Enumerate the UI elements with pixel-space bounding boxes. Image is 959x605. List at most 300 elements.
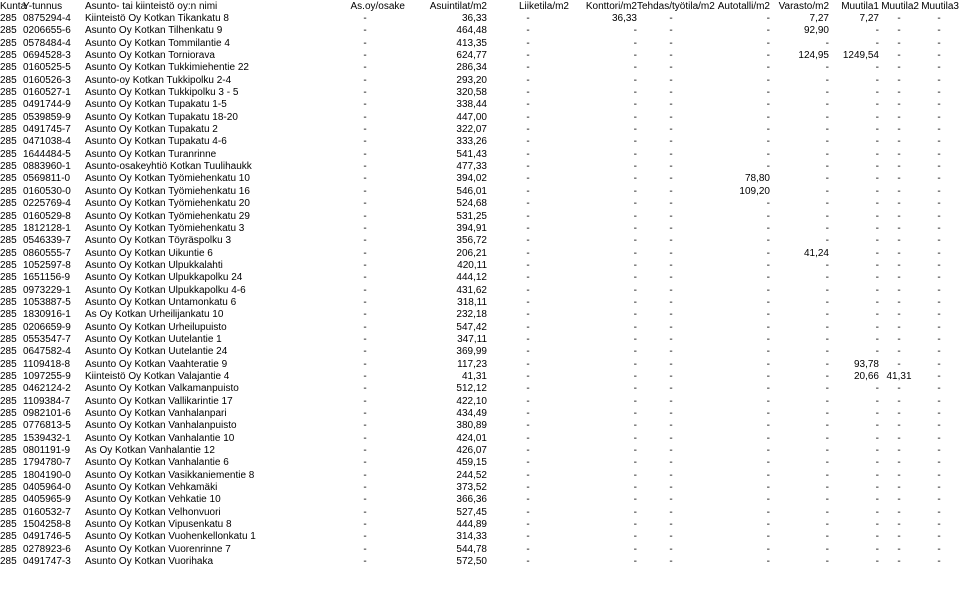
cell-konttori: -: [633, 296, 637, 308]
cell-as-oy-osake: -: [363, 445, 367, 457]
cell-y-tunnus: 0860555-7: [23, 247, 71, 259]
cell-muutila2: -: [897, 445, 901, 457]
cell-muutila3: -: [937, 148, 941, 160]
cell-muutila1: -: [875, 74, 879, 86]
cell-muutila2: -: [897, 185, 901, 197]
cell-tehdas: -: [669, 506, 673, 518]
cell-name: Asunto Oy Kotkan Uikuntie 6: [85, 247, 213, 259]
cell-name: Asunto Oy Kotkan Tukkipolku 3 - 5: [85, 87, 239, 99]
cell-varasto: -: [825, 519, 829, 531]
cell-kunta: 285: [0, 74, 17, 86]
cell-muutila1: -: [875, 247, 879, 259]
cell-as-oy-osake: -: [363, 432, 367, 444]
cell-kunta: 285: [0, 210, 17, 222]
cell-kunta: 285: [0, 87, 17, 99]
cell-muutila2: -: [897, 87, 901, 99]
table-row: [0, 346, 959, 358]
cell-varasto: -: [825, 309, 829, 321]
cell-muutila1: -: [875, 408, 879, 420]
cell-muutila3: -: [937, 259, 941, 271]
cell-konttori: -: [633, 408, 637, 420]
cell-as-oy-osake: -: [363, 333, 367, 345]
cell-tehdas: -: [669, 74, 673, 86]
cell-autotalli: -: [766, 296, 770, 308]
cell-liiketila: -: [526, 74, 530, 86]
cell-y-tunnus: 1109384-7: [23, 395, 71, 407]
cell-varasto: -: [825, 185, 829, 197]
cell-name: Asunto Oy Kotkan Velhonvuori: [85, 506, 221, 518]
cell-kunta: 285: [0, 358, 17, 370]
cell-tehdas: -: [669, 87, 673, 99]
cell-muutila2: -: [897, 506, 901, 518]
cell-y-tunnus: 0471038-4: [23, 136, 71, 148]
cell-y-tunnus: 0462124-2: [23, 383, 71, 395]
cell-asuintilat: 477,33: [456, 161, 487, 173]
cell-tehdas: -: [669, 383, 673, 395]
cell-tehdas: -: [669, 370, 673, 382]
cell-y-tunnus: 0982101-6: [23, 408, 71, 420]
cell-name: Asunto Oy Kotkan Vanhalantie 10: [85, 432, 235, 444]
cell-varasto: -: [825, 198, 829, 210]
cell-muutila1: 20,66: [853, 370, 879, 382]
cell-y-tunnus: 0694528-3: [23, 50, 71, 62]
cell-muutila3: -: [937, 99, 941, 111]
cell-muutila1: -: [875, 62, 879, 74]
cell-autotalli: -: [766, 210, 770, 222]
cell-muutila2: -: [897, 358, 901, 370]
cell-asuintilat: 459,15: [456, 457, 487, 469]
cell-as-oy-osake: -: [363, 111, 367, 123]
table-row: [0, 309, 959, 321]
table-row: [0, 370, 959, 382]
cell-asuintilat: 232,18: [456, 309, 487, 321]
cell-muutila1: -: [875, 445, 879, 457]
cell-konttori: -: [633, 87, 637, 99]
cell-konttori: -: [633, 556, 637, 568]
cell-as-oy-osake: -: [363, 272, 367, 284]
cell-liiketila: -: [526, 259, 530, 271]
cell-tehdas: -: [669, 346, 673, 358]
cell-tehdas: -: [669, 222, 673, 234]
cell-autotalli: -: [766, 420, 770, 432]
cell-muutila2: -: [897, 62, 901, 74]
cell-autotalli: -: [766, 333, 770, 345]
cell-tehdas: -: [669, 62, 673, 74]
cell-asuintilat: 547,42: [456, 321, 487, 333]
cell-muutila3: -: [937, 247, 941, 259]
cell-tehdas: -: [669, 124, 673, 136]
cell-tehdas: -: [669, 99, 673, 111]
cell-as-oy-osake: -: [363, 148, 367, 160]
table-row: [0, 444, 959, 456]
cell-asuintilat: 314,33: [456, 531, 487, 543]
cell-asuintilat: 546,01: [456, 185, 487, 197]
cell-as-oy-osake: -: [363, 321, 367, 333]
cell-liiketila: -: [526, 370, 530, 382]
cell-muutila3: -: [937, 161, 941, 173]
cell-kunta: 285: [0, 370, 17, 382]
cell-tehdas: -: [669, 445, 673, 457]
cell-liiketila: -: [526, 161, 530, 173]
cell-tehdas: -: [669, 161, 673, 173]
cell-kunta: 285: [0, 445, 17, 457]
cell-as-oy-osake: -: [363, 247, 367, 259]
cell-muutila1: -: [875, 87, 879, 99]
cell-varasto: -: [825, 148, 829, 160]
cell-muutila2: -: [897, 235, 901, 247]
cell-muutila2: -: [897, 13, 901, 25]
cell-muutila1: -: [875, 185, 879, 197]
cell-name: Asunto Oy Kotkan Vehkamäki: [85, 482, 218, 494]
cell-name: Asunto Oy Kotkan Vuorihaka: [85, 556, 214, 568]
header-asuintilat: Asuintilat/m2: [429, 0, 487, 12]
cell-muutila2: -: [897, 37, 901, 49]
cell-name: Asunto Oy Kotkan Vaahteratie 9: [85, 358, 228, 370]
cell-varasto: -: [825, 543, 829, 555]
cell-autotalli: -: [766, 272, 770, 284]
table-row: [0, 272, 959, 284]
cell-muutila1: -: [875, 543, 879, 555]
cell-muutila3: -: [937, 432, 941, 444]
cell-kunta: 285: [0, 25, 17, 37]
cell-autotalli: -: [766, 111, 770, 123]
cell-name: Asunto Oy Kotkan Työmiehenkatu 3: [85, 222, 245, 234]
cell-liiketila: -: [526, 494, 530, 506]
table-row: [0, 494, 959, 506]
cell-liiketila: -: [526, 272, 530, 284]
cell-asuintilat: 394,91: [456, 222, 487, 234]
cell-konttori: -: [633, 247, 637, 259]
cell-varasto: -: [825, 457, 829, 469]
table-row: [0, 420, 959, 432]
table-row: [0, 25, 959, 37]
cell-asuintilat: 524,68: [456, 198, 487, 210]
cell-asuintilat: 380,89: [456, 420, 487, 432]
cell-muutila3: -: [937, 333, 941, 345]
cell-muutila3: -: [937, 198, 941, 210]
cell-name: Asunto Oy Kotkan Tupakatu 2: [85, 124, 218, 136]
cell-konttori: -: [633, 272, 637, 284]
cell-muutila2: -: [897, 531, 901, 543]
cell-muutila2: -: [897, 198, 901, 210]
cell-tehdas: -: [669, 519, 673, 531]
cell-name: Asunto Oy Kotkan Turanrinne: [85, 148, 217, 160]
cell-kunta: 285: [0, 272, 17, 284]
cell-konttori: 36,33: [611, 13, 637, 25]
cell-name: Asunto Oy Kotkan Vasikkaniementie 8: [85, 469, 255, 481]
cell-liiketila: -: [526, 87, 530, 99]
header-varasto: Varasto/m2: [778, 0, 829, 12]
cell-muutila2: -: [897, 395, 901, 407]
cell-muutila1: -: [875, 482, 879, 494]
cell-muutila1: -: [875, 37, 879, 49]
cell-muutila3: -: [937, 124, 941, 136]
cell-autotalli: -: [766, 62, 770, 74]
cell-name: Asunto Oy Kotkan Vanhalantie 6: [85, 457, 229, 469]
cell-as-oy-osake: -: [363, 210, 367, 222]
cell-y-tunnus: 1651156-9: [23, 272, 71, 284]
cell-varasto: -: [825, 136, 829, 148]
cell-tehdas: -: [669, 198, 673, 210]
cell-name: As Oy Kotkan Urheilijankatu 10: [85, 309, 224, 321]
table-row: [0, 259, 959, 271]
cell-varasto: -: [825, 358, 829, 370]
cell-asuintilat: 244,52: [456, 469, 487, 481]
cell-muutila1: -: [875, 556, 879, 568]
cell-muutila1: 93,78: [853, 358, 879, 370]
table-row: [0, 198, 959, 210]
cell-muutila3: -: [937, 420, 941, 432]
cell-varasto: -: [825, 37, 829, 49]
cell-y-tunnus: 0539859-9: [23, 111, 71, 123]
cell-autotalli: -: [766, 531, 770, 543]
cell-name: Asunto Oy Kotkan Työmiehenkatu 29: [85, 210, 250, 222]
cell-y-tunnus: 0206659-9: [23, 321, 71, 333]
table-row: [0, 469, 959, 481]
cell-y-tunnus: 0160525-5: [23, 62, 71, 74]
cell-as-oy-osake: -: [363, 420, 367, 432]
cell-muutila1: -: [875, 346, 879, 358]
cell-muutila1: -: [875, 136, 879, 148]
cell-muutila1: -: [875, 161, 879, 173]
cell-muutila2: -: [897, 457, 901, 469]
cell-name: Asunto Oy Kotkan Työmiehenkatu 10: [85, 173, 250, 185]
cell-konttori: -: [633, 494, 637, 506]
cell-asuintilat: 624,77: [456, 50, 487, 62]
cell-muutila2: -: [897, 494, 901, 506]
cell-y-tunnus: 1504258-8: [23, 519, 71, 531]
cell-asuintilat: 320,58: [456, 87, 487, 99]
cell-y-tunnus: 0546339-7: [23, 235, 71, 247]
cell-y-tunnus: 0160527-1: [23, 87, 71, 99]
cell-muutila2: -: [897, 136, 901, 148]
cell-konttori: -: [633, 469, 637, 481]
cell-as-oy-osake: -: [363, 173, 367, 185]
cell-varasto: -: [825, 272, 829, 284]
cell-as-oy-osake: -: [363, 494, 367, 506]
table-row: [0, 321, 959, 333]
cell-asuintilat: 422,10: [456, 395, 487, 407]
cell-muutila2: -: [897, 148, 901, 160]
cell-tehdas: -: [669, 148, 673, 160]
table-row: [0, 49, 959, 61]
cell-varasto: -: [825, 432, 829, 444]
cell-liiketila: -: [526, 543, 530, 555]
cell-muutila2: -: [897, 99, 901, 111]
cell-muutila3: -: [937, 457, 941, 469]
cell-liiketila: -: [526, 185, 530, 197]
cell-y-tunnus: 0973229-1: [23, 284, 71, 296]
table-row: [0, 86, 959, 98]
cell-muutila3: -: [937, 62, 941, 74]
cell-konttori: -: [633, 25, 637, 37]
cell-autotalli: -: [766, 457, 770, 469]
cell-muutila1: -: [875, 272, 879, 284]
cell-autotalli: -: [766, 432, 770, 444]
cell-liiketila: -: [526, 408, 530, 420]
cell-muutila3: -: [937, 482, 941, 494]
table-row: [0, 37, 959, 49]
cell-muutila2: -: [897, 383, 901, 395]
cell-muutila2: -: [897, 173, 901, 185]
cell-kunta: 285: [0, 420, 17, 432]
cell-konttori: -: [633, 506, 637, 518]
cell-name: Asunto Oy Kotkan Tilhenkatu 9: [85, 25, 223, 37]
cell-as-oy-osake: -: [363, 358, 367, 370]
cell-konttori: -: [633, 432, 637, 444]
cell-name: Kiinteistö Oy Kotkan Valajantie 4: [85, 370, 230, 382]
cell-muutila3: -: [937, 296, 941, 308]
cell-autotalli: -: [766, 506, 770, 518]
cell-name: Kiinteistö Oy Kotkan Tikankatu 8: [85, 13, 229, 25]
cell-muutila3: -: [937, 222, 941, 234]
cell-muutila2: -: [897, 296, 901, 308]
cell-varasto: 41,24: [803, 247, 829, 259]
cell-y-tunnus: 1804190-0: [23, 469, 71, 481]
cell-muutila1: -: [875, 494, 879, 506]
cell-konttori: -: [633, 284, 637, 296]
table-body: [0, 12, 959, 567]
cell-muutila3: -: [937, 494, 941, 506]
cell-name: Asunto-osakeyhtiö Kotkan Tuulihaukk: [85, 161, 252, 173]
cell-y-tunnus: 0776813-5: [23, 420, 71, 432]
cell-tehdas: -: [669, 333, 673, 345]
cell-asuintilat: 322,07: [456, 124, 487, 136]
cell-autotalli: -: [766, 37, 770, 49]
cell-muutila2: -: [897, 111, 901, 123]
cell-muutila2: -: [897, 25, 901, 37]
cell-liiketila: -: [526, 62, 530, 74]
cell-muutila3: -: [937, 543, 941, 555]
cell-asuintilat: 512,12: [456, 383, 487, 395]
cell-kunta: 285: [0, 124, 17, 136]
cell-muutila3: -: [937, 25, 941, 37]
header-muutila1: Muutila1: [841, 0, 879, 12]
cell-name: Asunto Oy Kotkan Ulpukkalahti: [85, 259, 223, 271]
cell-muutila2: -: [897, 247, 901, 259]
table-row: [0, 383, 959, 395]
cell-kunta: 285: [0, 99, 17, 111]
cell-tehdas: -: [669, 284, 673, 296]
cell-liiketila: -: [526, 222, 530, 234]
cell-autotalli: -: [766, 370, 770, 382]
cell-asuintilat: 527,45: [456, 506, 487, 518]
cell-muutila3: -: [937, 321, 941, 333]
cell-y-tunnus: 1097255-9: [23, 370, 71, 382]
cell-tehdas: -: [669, 482, 673, 494]
cell-kunta: 285: [0, 457, 17, 469]
table-row: [0, 506, 959, 518]
cell-tehdas: -: [669, 321, 673, 333]
cell-tehdas: -: [669, 272, 673, 284]
cell-varasto: -: [825, 383, 829, 395]
table-row: [0, 62, 959, 74]
cell-varasto: -: [825, 494, 829, 506]
cell-autotalli: -: [766, 87, 770, 99]
cell-muutila2: -: [897, 272, 901, 284]
cell-muutila1: 7,27: [859, 13, 879, 25]
cell-konttori: -: [633, 519, 637, 531]
cell-autotalli: -: [766, 50, 770, 62]
cell-asuintilat: 333,26: [456, 136, 487, 148]
cell-tehdas: -: [669, 457, 673, 469]
cell-tehdas: -: [669, 531, 673, 543]
cell-muutila3: -: [937, 111, 941, 123]
header-muutila3: Muutila3: [921, 0, 959, 12]
cell-y-tunnus: 0491746-5: [23, 531, 71, 543]
cell-asuintilat: 293,20: [456, 74, 487, 86]
cell-kunta: 285: [0, 37, 17, 49]
cell-muutila1: -: [875, 284, 879, 296]
cell-varasto: -: [825, 445, 829, 457]
cell-varasto: 124,95: [798, 50, 829, 62]
cell-konttori: -: [633, 445, 637, 457]
cell-varasto: -: [825, 235, 829, 247]
cell-as-oy-osake: -: [363, 519, 367, 531]
cell-varasto: -: [825, 506, 829, 518]
cell-konttori: -: [633, 370, 637, 382]
cell-y-tunnus: 0405965-9: [23, 494, 71, 506]
cell-tehdas: -: [669, 111, 673, 123]
cell-as-oy-osake: -: [363, 469, 367, 481]
cell-varasto: -: [825, 321, 829, 333]
cell-as-oy-osake: -: [363, 198, 367, 210]
cell-kunta: 285: [0, 531, 17, 543]
cell-kunta: 285: [0, 321, 17, 333]
cell-muutila2: -: [897, 333, 901, 345]
cell-muutila1: -: [875, 173, 879, 185]
cell-asuintilat: 347,11: [457, 333, 487, 345]
cell-konttori: -: [633, 148, 637, 160]
cell-asuintilat: 373,52: [456, 482, 487, 494]
cell-varasto: -: [825, 210, 829, 222]
cell-varasto: -: [825, 259, 829, 271]
cell-tehdas: -: [669, 25, 673, 37]
cell-muutila3: -: [937, 408, 941, 420]
table-row: [0, 111, 959, 123]
cell-as-oy-osake: -: [363, 185, 367, 197]
cell-muutila3: -: [937, 358, 941, 370]
cell-liiketila: -: [526, 124, 530, 136]
header-as-oy-osake: As.oy/osake: [350, 0, 405, 12]
cell-name: Asunto Oy Kotkan Uutelantie 1: [85, 333, 222, 345]
cell-tehdas: -: [669, 494, 673, 506]
cell-asuintilat: 394,02: [456, 173, 487, 185]
cell-konttori: -: [633, 185, 637, 197]
cell-asuintilat: 366,36: [456, 494, 487, 506]
cell-y-tunnus: 0160530-0: [23, 185, 71, 197]
table-row: [0, 395, 959, 407]
cell-tehdas: -: [669, 556, 673, 568]
table-row: [0, 235, 959, 247]
cell-muutila1: -: [875, 420, 879, 432]
cell-muutila2: -: [897, 469, 901, 481]
cell-muutila1: -: [875, 506, 879, 518]
cell-tehdas: -: [669, 259, 673, 271]
cell-tehdas: -: [669, 358, 673, 370]
cell-y-tunnus: 0553547-7: [23, 333, 71, 345]
cell-liiketila: -: [526, 296, 530, 308]
cell-y-tunnus: 0569811-0: [23, 173, 71, 185]
cell-muutila1: -: [875, 25, 879, 37]
cell-asuintilat: 356,72: [456, 235, 487, 247]
cell-muutila2: -: [897, 74, 901, 86]
cell-as-oy-osake: -: [363, 408, 367, 420]
cell-konttori: -: [633, 383, 637, 395]
cell-muutila3: -: [937, 506, 941, 518]
cell-konttori: -: [633, 198, 637, 210]
cell-tehdas: -: [669, 210, 673, 222]
